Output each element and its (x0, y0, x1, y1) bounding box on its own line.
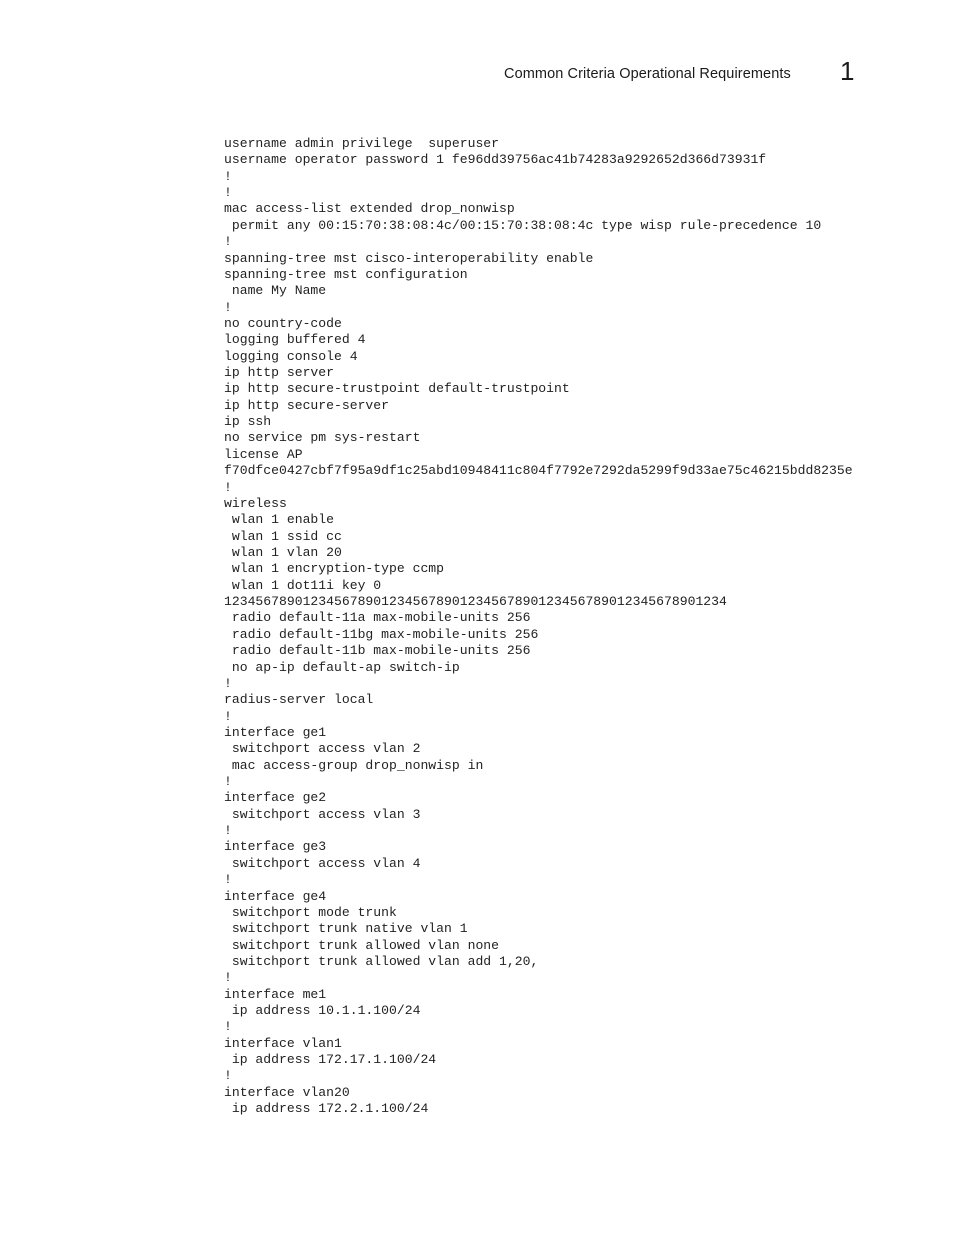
code-line: ! (224, 234, 232, 250)
code-line: interface me1 (224, 986, 327, 1002)
code-line: logging console 4 (224, 348, 358, 364)
code-line: interface ge4 (224, 888, 327, 904)
code-line: interface vlan1 (224, 1035, 342, 1051)
page-header (0, 58, 954, 88)
code-line: switchport access vlan 3 (224, 806, 421, 822)
code-line: logging buffered 4 (224, 332, 366, 348)
code-line: radio default-11a max-mobile-units 256 (224, 610, 531, 626)
code-line: wlan 1 ssid cc (224, 528, 342, 544)
code-line: wlan 1 dot11i key 0 (224, 577, 382, 593)
code-line: wlan 1 enable (224, 512, 335, 528)
code-line: interface vlan20 (224, 1084, 350, 1100)
code-line: radio default-11bg max-mobile-units 256 (224, 626, 539, 642)
code-line: mac access-group drop_nonwisp in (224, 757, 484, 773)
code-line: wlan 1 encryption-type ccmp (224, 561, 445, 577)
code-line: ip address 172.17.1.100/24 (224, 1052, 437, 1068)
code-line: f70dfce0427cbf7f95a9df1c25abd10948411c804f7792e7292da5299f9d33ae75c46215bdd8235e (224, 463, 853, 479)
code-line: no ap-ip default-ap switch-ip (224, 659, 460, 675)
code-line: username admin privilege superuser (224, 136, 500, 151)
code-line: switchport mode trunk (224, 904, 397, 920)
code-line: ! (224, 675, 232, 691)
code-line: radius-server local (224, 692, 374, 708)
code-line: wireless (224, 495, 287, 511)
code-line: switchport trunk native vlan 1 (224, 921, 468, 937)
code-line: ip address 172.2.1.100/24 (224, 1101, 429, 1117)
code-line: ip address 10.1.1.100/24 (224, 1003, 421, 1019)
code-line: license AP (224, 446, 303, 462)
code-line: ip http secure-trustpoint default-trustpoint (224, 381, 570, 397)
code-line: ip http secure-server (224, 397, 390, 413)
code-line: switchport trunk allowed vlan none (224, 937, 500, 953)
code-line: ! (224, 823, 232, 839)
chapter-number: 1 (840, 56, 855, 86)
running-header-title: Common Criteria Operational Requirements (504, 66, 791, 82)
config-code-listing (224, 136, 853, 1118)
code-line: no service pm sys-restart (224, 430, 421, 446)
code-line: no country-code (224, 315, 342, 331)
code-line: ! (224, 299, 232, 315)
code-line: spanning-tree mst configuration (224, 266, 468, 282)
code-line: 1234567890123456789012345678901234567890123456789012345678901234 (224, 594, 727, 610)
code-line: ! (224, 774, 232, 790)
code-line: name My Name (224, 283, 327, 299)
code-line: ! (224, 185, 232, 201)
code-line: switchport trunk allowed vlan add 1,20, (224, 953, 539, 969)
code-line: ! (224, 1019, 232, 1035)
code-line: mac access-list extended drop_nonwisp (224, 201, 515, 217)
code-line: spanning-tree mst cisco-interoperability enable (224, 250, 594, 266)
code-line: ip http server (224, 365, 335, 381)
code-line: interface ge3 (224, 839, 327, 855)
code-line: radio default-11b max-mobile-units 256 (224, 643, 531, 659)
code-line: wlan 1 vlan 20 (224, 544, 342, 560)
code-line: ! (224, 168, 232, 184)
code-line: interface ge1 (224, 724, 327, 740)
code-line: ! (224, 872, 232, 888)
code-line: ! (224, 1068, 232, 1084)
code-line: permit any 00:15:70:38:08:4c/00:15:70:38:08:4c type wisp rule-precedence 10 (224, 217, 822, 233)
code-line: switchport access vlan 4 (224, 855, 421, 871)
code-line: ! (224, 479, 232, 495)
code-line: ! (224, 708, 232, 724)
code-line: interface ge2 (224, 790, 327, 806)
code-line: ! (224, 970, 232, 986)
code-line: switchport access vlan 2 (224, 741, 421, 757)
code-line: username operator password 1 fe96dd39756ac41b74283a9292652d366d73931f (224, 152, 767, 168)
code-line: ip ssh (224, 414, 272, 430)
